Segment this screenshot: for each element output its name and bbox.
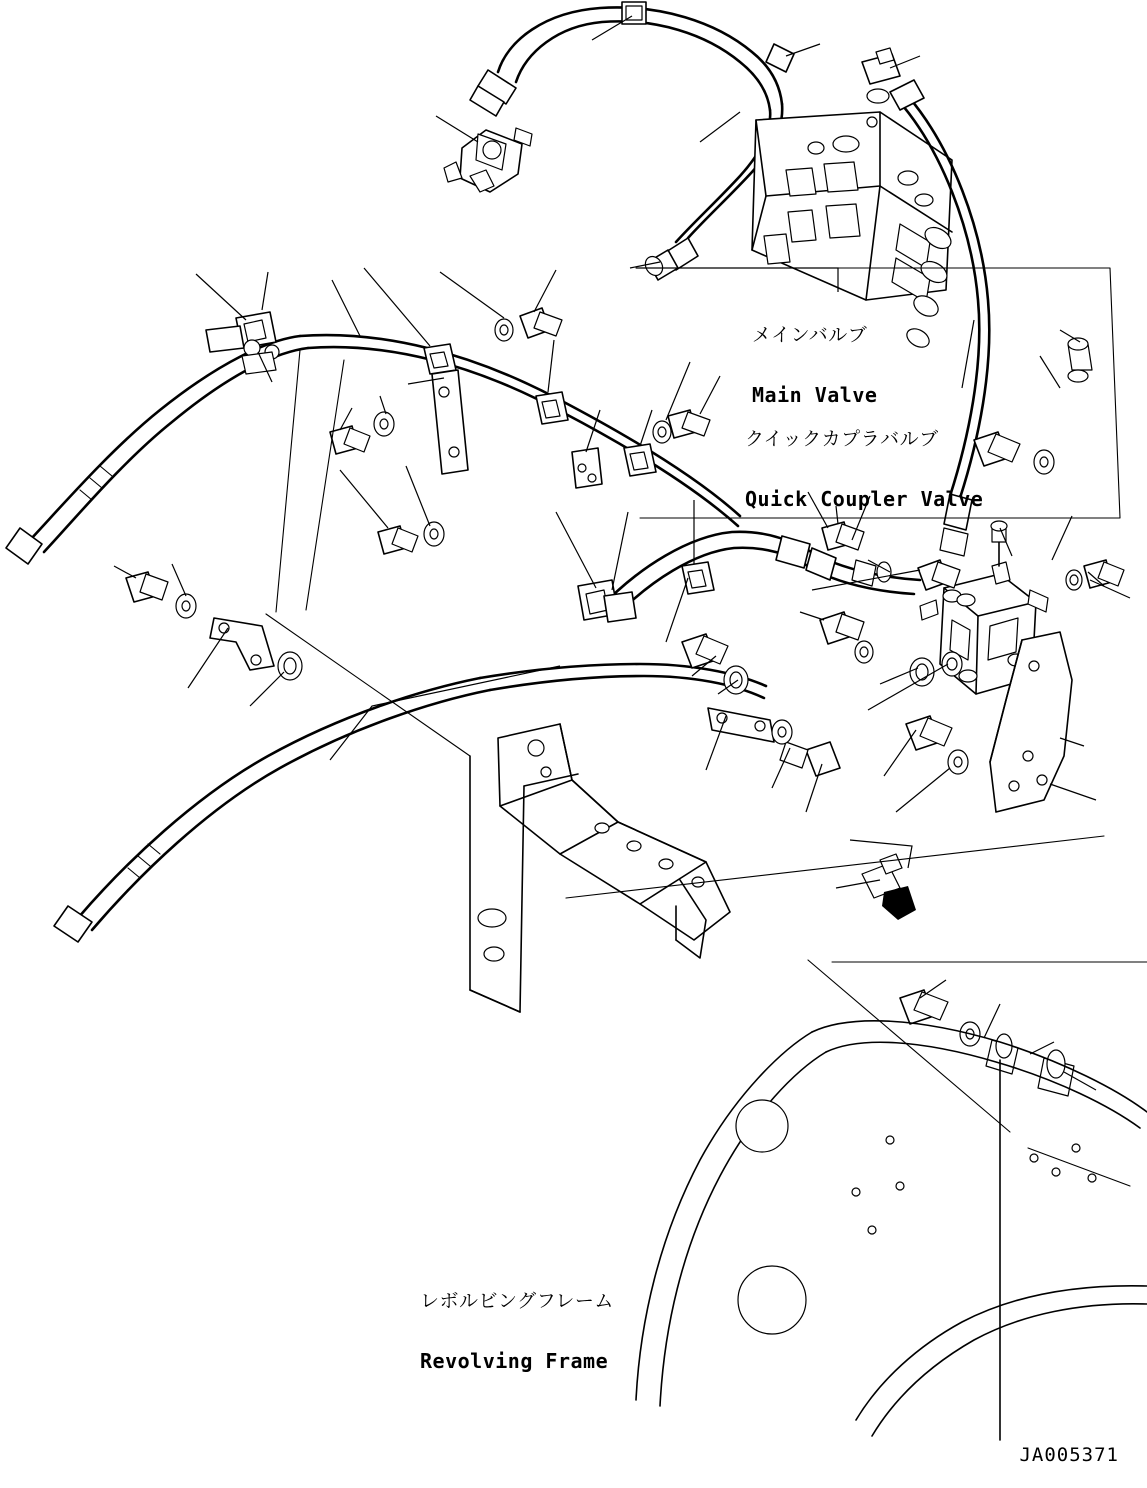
ball-valve-part xyxy=(444,128,532,192)
label-quick-coupler-valve-en: Quick Coupler Valve xyxy=(745,486,984,511)
lower-long-tube xyxy=(54,664,766,942)
upper-long-tube xyxy=(6,312,740,564)
label-main-valve-en: Main Valve xyxy=(752,382,878,407)
label-revolving-frame-jp: レボルビングフレーム xyxy=(420,1289,614,1312)
label-quick-coupler-valve xyxy=(745,390,983,549)
boom-structure xyxy=(470,724,730,1012)
label-quick-coupler-valve-jp: クイックカプラバルブ xyxy=(745,427,939,450)
label-revolving-frame-en: Revolving Frame xyxy=(420,1348,609,1373)
label-revolving-frame xyxy=(420,1252,614,1411)
drawing-number: JA005371 xyxy=(1019,1444,1119,1466)
label-main-valve-jp: メインバルブ xyxy=(752,323,868,346)
tube-clamps xyxy=(424,344,714,622)
